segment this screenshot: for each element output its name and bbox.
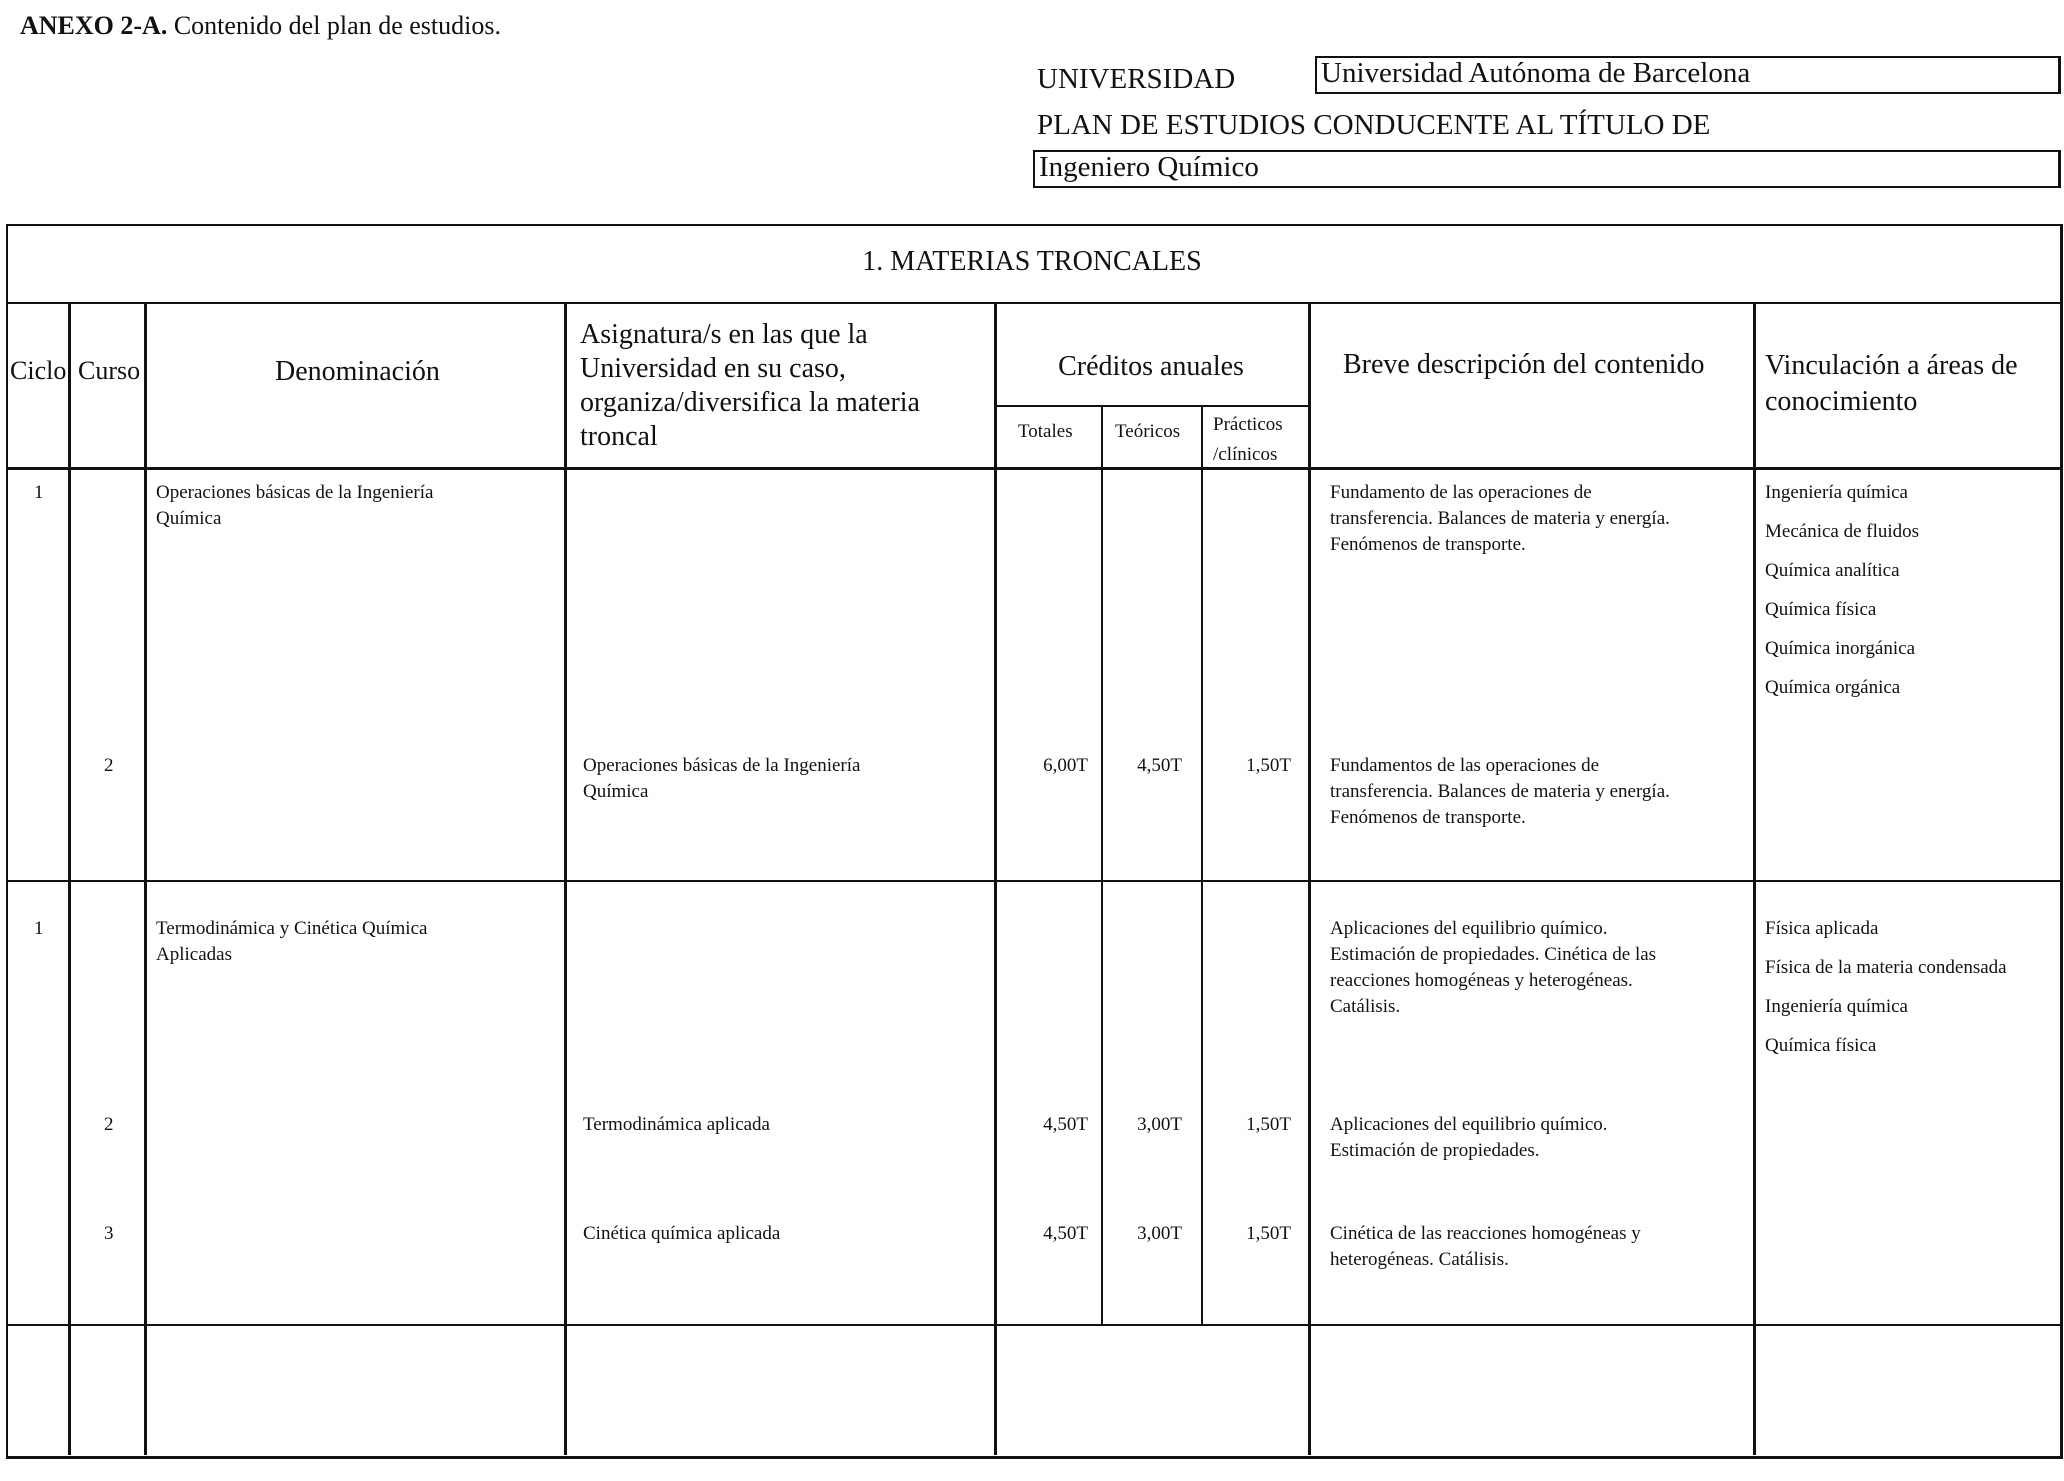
- row-curso: 2: [104, 1114, 114, 1135]
- col-header-vinculacion-line: Vinculación a áreas de: [1765, 350, 2018, 381]
- block-denominacion: [156, 916, 427, 968]
- col-header-asignaturas-line: troncal: [580, 421, 658, 453]
- denominacion-line: Aplicadas: [156, 944, 232, 965]
- row-totales: 6,00T: [1043, 755, 1088, 776]
- area-item: Ingeniería química: [1765, 482, 1908, 503]
- row-curso: 2: [104, 755, 114, 776]
- block-denominacion: [156, 480, 433, 532]
- row-curso: 3: [104, 1223, 114, 1244]
- block-descripcion: [1330, 480, 1670, 558]
- annex-number: ANEXO 2-A.: [20, 11, 168, 40]
- col-header-vinculacion-line: conocimiento: [1765, 386, 1918, 417]
- row-totales: 4,50T: [1043, 1223, 1088, 1244]
- block-ciclo: 1: [34, 918, 44, 939]
- row-descripcion: [1330, 1112, 1608, 1164]
- col-header-vinculacion: [1765, 348, 2018, 420]
- block-descripcion: [1330, 916, 1656, 1020]
- col-line-curso: [144, 303, 147, 1455]
- area-item: Química física: [1765, 1035, 1877, 1056]
- row-practicos: 1,50T: [1246, 1223, 1291, 1244]
- col-line-teoricos: [1201, 405, 1203, 1324]
- descripcion-line: reacciones homogéneas y heterogéneas.: [1330, 970, 1633, 991]
- area-item: Química inorgánica: [1765, 638, 1916, 659]
- plan-label: PLAN DE ESTUDIOS CONDUCENTE AL TÍTULO DE: [1037, 109, 1711, 141]
- col-header-ciclo: Ciclo: [10, 356, 67, 385]
- asignatura-line: Operaciones básicas de la Ingeniería: [583, 755, 861, 776]
- titulo-field: Ingeniero Químico: [1033, 150, 2061, 188]
- col-line-descripcion: [1753, 303, 1756, 1455]
- annex-heading: [20, 10, 501, 41]
- denominacion-line: Química: [156, 508, 222, 529]
- asignatura-line: Termodinámica aplicada: [583, 1114, 770, 1135]
- descripcion-line: Cinética de las reacciones homogéneas y: [1330, 1223, 1641, 1244]
- col-line-totales: [1101, 405, 1103, 1324]
- descripcion-line: Catálisis.: [1330, 996, 1401, 1017]
- col-header-practicos: [1213, 410, 1283, 470]
- col-header-curso: Curso: [78, 356, 141, 385]
- row-teoricos: 3,00T: [1137, 1114, 1182, 1135]
- descripcion-line: Aplicaciones del equilibrio químico.: [1330, 1114, 1608, 1135]
- descripcion-line: transferencia. Balances de materia y energía.: [1330, 781, 1670, 802]
- row-descripcion: [1330, 753, 1670, 831]
- denominacion-line: Operaciones básicas de la Ingeniería: [156, 482, 434, 503]
- col-header-teoricos: Teóricos: [1115, 421, 1181, 442]
- col-header-asignaturas-line: organiza/diversifica la materia: [580, 387, 920, 419]
- block-ciclo: 1: [34, 482, 44, 503]
- descripcion-line: Estimación de propiedades.: [1330, 1140, 1540, 1161]
- universidad-label: UNIVERSIDAD: [1037, 63, 1236, 95]
- row-asignatura: [583, 1112, 770, 1138]
- creditos-divider: [994, 405, 1309, 407]
- col-header-denominacion: Denominación: [275, 356, 440, 387]
- row-asignatura: [583, 1221, 780, 1247]
- descripcion-line: Aplicaciones del equilibrio químico.: [1330, 918, 1608, 939]
- descripcion-line: Estimación de propiedades. Cinética de las: [1330, 944, 1657, 965]
- descripcion-line: Fenómenos de transporte.: [1330, 807, 1526, 828]
- area-item: Ingeniería química: [1765, 996, 1908, 1017]
- col-line-ciclo: [68, 303, 71, 1455]
- row-practicos: 1,50T: [1246, 755, 1291, 776]
- col-header-descripcion: Breve descripción del contenido: [1343, 349, 1705, 380]
- col-line-asignatura: [994, 303, 997, 1455]
- row-asignatura: [583, 753, 860, 805]
- area-item: Química orgánica: [1765, 677, 1901, 698]
- universidad-field: Universidad Autónoma de Barcelona: [1315, 56, 2061, 94]
- area-item: Física de la materia condensada: [1765, 957, 2007, 978]
- col-header-asignaturas-line: Universidad en su caso,: [580, 353, 846, 385]
- area-item: Física aplicada: [1765, 918, 1879, 939]
- block-areas: [1765, 473, 1919, 707]
- row-totales: 4,50T: [1043, 1114, 1088, 1135]
- row-practicos: 1,50T: [1246, 1114, 1291, 1135]
- asignatura-line: Química: [583, 781, 649, 802]
- area-item: Mecánica de fluidos: [1765, 521, 1920, 542]
- area-item: Química física: [1765, 599, 1877, 620]
- row-teoricos: 4,50T: [1137, 755, 1182, 776]
- descripcion-line: Fenómenos de transporte.: [1330, 534, 1526, 555]
- col-line-denominacion: [564, 303, 567, 1455]
- annex-title: Contenido del plan de estudios.: [173, 11, 501, 40]
- col-header-totales: Totales: [1018, 421, 1073, 442]
- col-header-practicos-line: /clínicos: [1213, 444, 1278, 465]
- col-header-creditos: Créditos anuales: [1058, 351, 1244, 382]
- area-item: Química analítica: [1765, 560, 1900, 581]
- col-header-practicos-line: Prácticos: [1213, 414, 1283, 435]
- descripcion-line: transferencia. Balances de materia y energía.: [1330, 508, 1670, 529]
- col-header-asignaturas-line: Asignatura/s en las que la: [580, 319, 868, 350]
- asignatura-line: Cinética química aplicada: [583, 1223, 781, 1244]
- col-line-creditos: [1308, 303, 1311, 1455]
- descripcion-line: Fundamentos de las operaciones de: [1330, 755, 1600, 776]
- row-descripcion: [1330, 1221, 1641, 1273]
- block-areas: [1765, 909, 2007, 1065]
- descripcion-line: heterogéneas. Catálisis.: [1330, 1249, 1509, 1270]
- section-title: 1. MATERIAS TRONCALES: [862, 246, 1202, 277]
- row-teoricos: 3,00T: [1137, 1223, 1182, 1244]
- descripcion-line: Fundamento de las operaciones de: [1330, 482, 1592, 503]
- col-header-asignaturas: [580, 318, 920, 455]
- denominacion-line: Termodinámica y Cinética Química: [156, 918, 428, 939]
